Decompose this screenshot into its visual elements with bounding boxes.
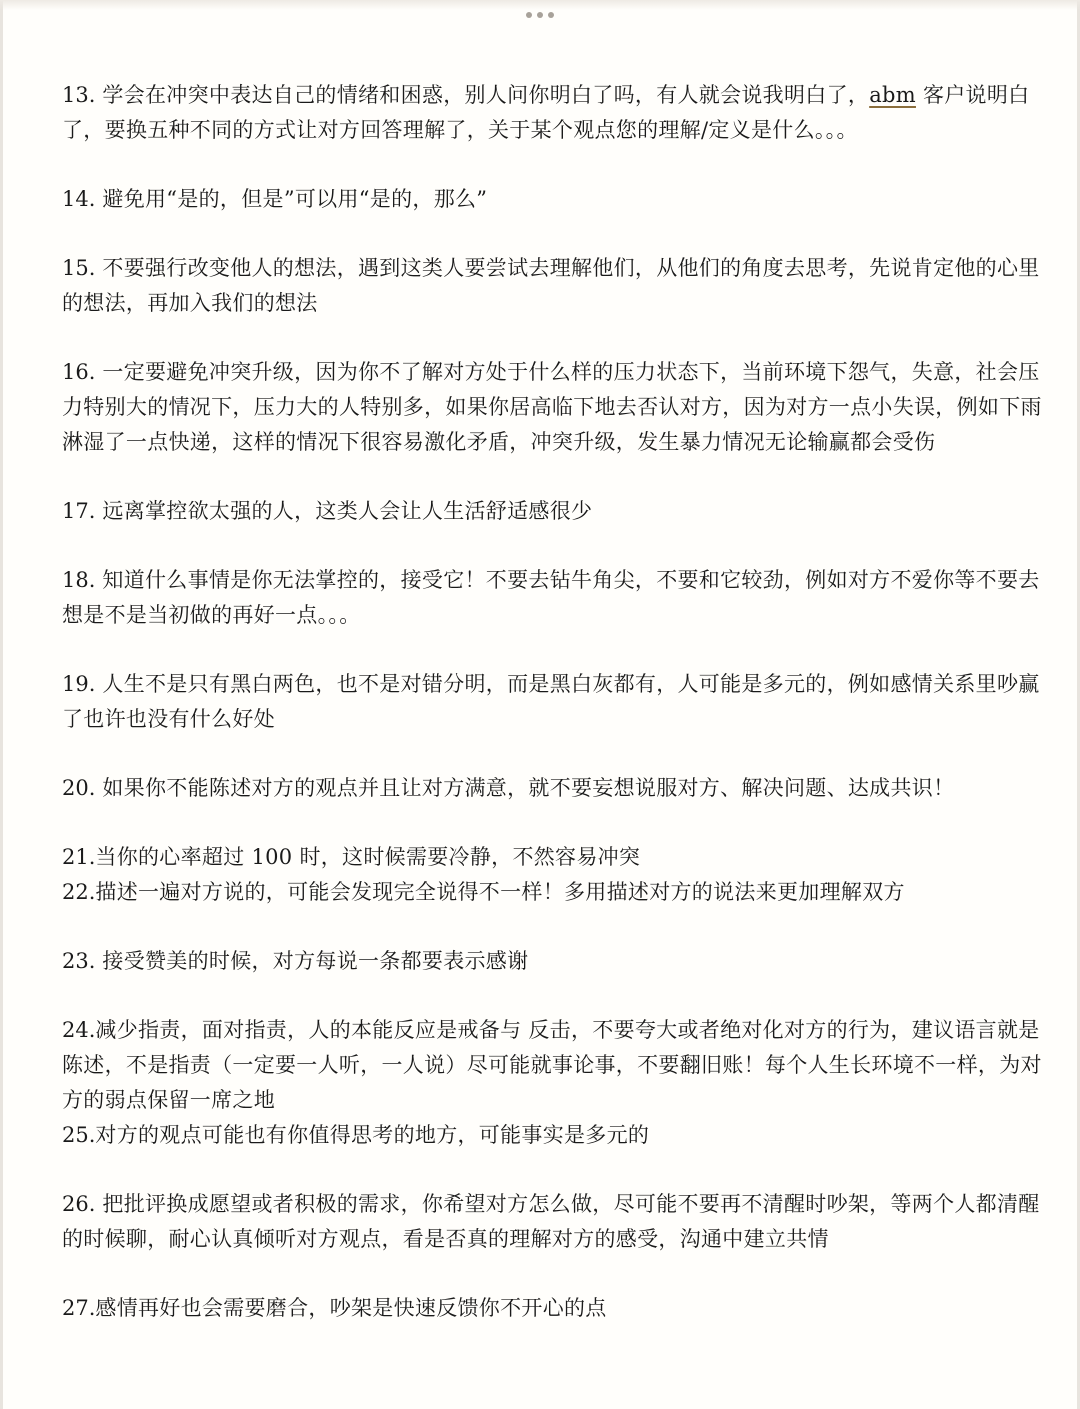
item-text: 人生不是只有黑白两色，也不是对错分明，而是黑白灰都有，人可能是多元的，例如感情关系里吵赢了也许也没有什么好处	[62, 672, 1040, 731]
list-item-14	[62, 182, 1042, 217]
item-text: 感情再好也会需要磨合，吵架是快速反馈你不开心的点	[95, 1296, 607, 1320]
item-text: 如果你不能陈述对方的观点并且让对方满意，就不要妄想说服对方、解决问题、达成共识！	[102, 776, 955, 800]
item-text: 一定要避免冲突升级，因为你不了解对方处于什么样的压力状态下，当前环境下怨气，失意，社会压力特别大的情况下，压力大的人特别多，如果你居高临下地去否认对方，因为对方一点小失误，例如下雨淋湿了一点快递，这样的情况下很容易激化矛盾，冲突升级，发生暴力情况无论输赢都会受伤	[62, 360, 1042, 454]
item-number: 22.	[62, 880, 96, 904]
note-body	[62, 78, 1042, 1360]
item-number: 13.	[62, 83, 96, 107]
item-number: 14.	[62, 187, 96, 211]
item-text: 知道什么事情是你无法掌控的，接受它！不要去钻牛角尖，不要和它较劲，例如对方不爱你等不要去想是不是当初做的再好一点。。。	[62, 568, 1040, 627]
list-item-26	[62, 1187, 1042, 1257]
list-item-27	[62, 1291, 1042, 1326]
item-text: 对方的观点可能也有你值得思考的地方，可能事实是多元的	[95, 1123, 650, 1147]
dot	[548, 12, 554, 18]
list-item-20	[62, 771, 1042, 806]
list-item-17	[62, 494, 1042, 529]
item-number: 19.	[62, 672, 96, 696]
item-number: 21.	[62, 845, 96, 869]
abm-term: abm	[869, 83, 916, 107]
item-number: 23.	[62, 949, 96, 973]
list-item-19	[62, 667, 1042, 737]
item-number: 17.	[62, 499, 96, 523]
item-number: 27.	[62, 1296, 96, 1320]
top-shade	[0, 0, 1080, 10]
item-number: 15.	[62, 256, 96, 280]
item-number: 20.	[62, 776, 96, 800]
item-number: 26.	[62, 1192, 96, 1216]
item-number: 18.	[62, 568, 96, 592]
dot	[537, 12, 543, 18]
item-text: 当你的心率超过 100 时，这时候需要冷静，不然容易冲突	[95, 845, 641, 869]
list-item-22	[62, 875, 1042, 910]
item-number: 24.	[62, 1018, 96, 1042]
item-text: 描述一遍对方说的，可能会发现完全说得不一样！多用描述对方的说法来更加理解双方	[95, 880, 905, 904]
dot	[526, 12, 532, 18]
list-item-18	[62, 563, 1042, 633]
item-text: 客户说明白了，要换五种不同的方式让对方回答理解了，关于某个观点您的理解/定义是什么。。。	[62, 83, 1030, 142]
list-item-13	[62, 78, 1042, 148]
item-text: 避免用“是的，但是”可以用“是的，那么”	[102, 187, 488, 211]
item-number: 25.	[62, 1123, 96, 1147]
list-item-24	[62, 1013, 1042, 1118]
list-item-15	[62, 251, 1042, 321]
item-number: 16.	[62, 360, 96, 384]
list-item-25	[62, 1118, 1042, 1153]
item-text: 减少指责，面对指责，人的本能反应是戒备与 反击，不要夸大或者绝对化对方的行为，建议语言就是陈述，不是指责（一定要一人听，一人说）尽可能就事论事，不要翻旧账！每个人生长环境不一样，为对方的弱点保留一席之地	[62, 1018, 1042, 1112]
item-text: 学会在冲突中表达自己的情绪和困惑，别人问你明白了吗，有人就会说我明白了，	[102, 83, 870, 107]
list-item-23	[62, 944, 1042, 979]
item-text: 不要强行改变他人的想法，遇到这类人要尝试去理解他们，从他们的角度去思考，先说肯定他的心里的想法，再加入我们的想法	[62, 256, 1040, 315]
list-item-16	[62, 355, 1042, 460]
item-text: 把批评换成愿望或者积极的需求，你希望对方怎么做，尽可能不要再不清醒时吵架，等两个人都清醒的时候聊，耐心认真倾听对方观点，看是否真的理解对方的感受，沟通中建立共情	[62, 1192, 1040, 1251]
item-text: 远离掌控欲太强的人，这类人会让人生活舒适感很少	[102, 499, 593, 523]
item-text: 接受赞美的时候，对方每说一条都要表示感谢	[102, 949, 529, 973]
list-item-21	[62, 840, 1042, 875]
more-options-icon[interactable]	[526, 11, 554, 19]
